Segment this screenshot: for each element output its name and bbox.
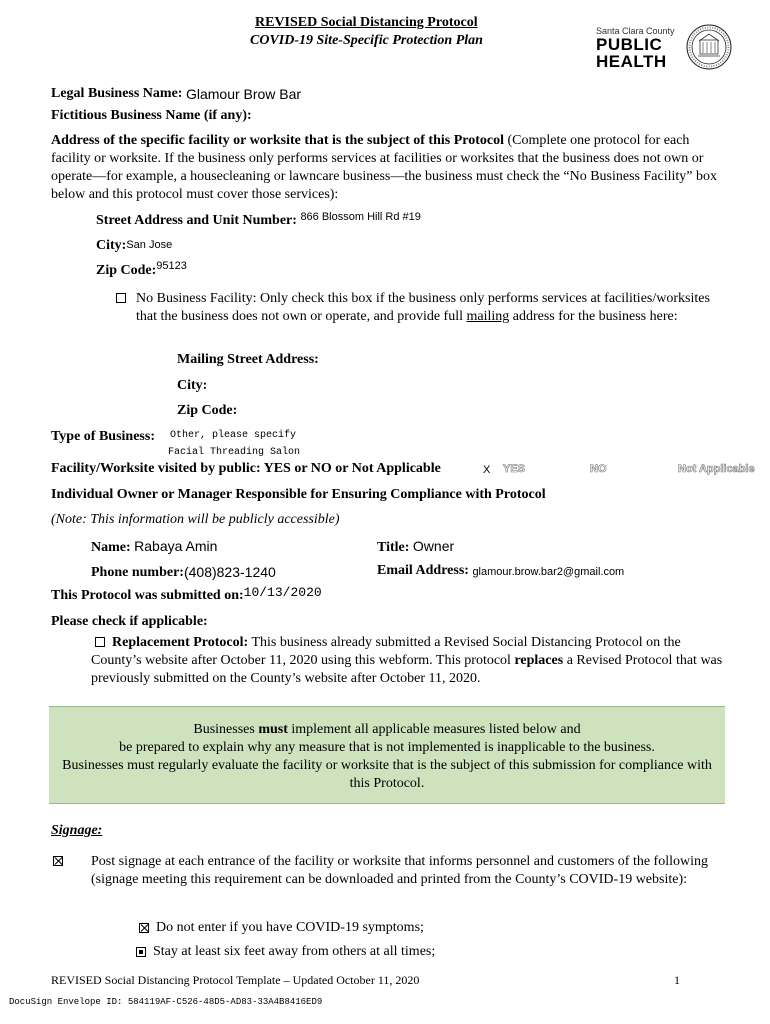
legal-business-name-row bbox=[51, 84, 301, 102]
no-business-facility-text bbox=[136, 290, 721, 326]
address-instructions bbox=[51, 132, 721, 204]
replacement-label: Replacement Protocol: bbox=[112, 635, 249, 650]
notice-line-2: be prepared to explain why any measure that is not implemented is inapplicable to the business. bbox=[119, 740, 655, 755]
owner-email-row bbox=[377, 563, 624, 579]
document-subtitle: COVID-19 Site-Specific Protection Plan bbox=[250, 33, 483, 48]
owner-phone-field[interactable]: (408)823-1240 bbox=[183, 564, 276, 580]
visited-not-applicable-option[interactable]: Not Applicable bbox=[678, 463, 755, 475]
check-applicable-label: Please check if applicable: bbox=[51, 614, 208, 629]
visited-yes-option[interactable]: YES bbox=[503, 463, 526, 475]
type-of-business-field[interactable]: Other, please specify bbox=[170, 430, 297, 441]
legal-business-name-field[interactable]: Glamour Brow Bar bbox=[185, 86, 302, 102]
signage-checkbox[interactable] bbox=[53, 856, 63, 866]
owner-heading: Individual Owner or Manager Responsible for Ensuring Compliance with Protocol bbox=[51, 487, 546, 502]
mailing-underlined: mailing bbox=[466, 309, 510, 324]
street-row bbox=[96, 213, 421, 229]
owner-note: (Note: This information will be publicly accessible) bbox=[51, 512, 340, 527]
type-of-business-specify-field[interactable]: Facial Threading Salon bbox=[168, 447, 301, 458]
notice-line-1 bbox=[49, 721, 725, 739]
replacement-replaces: replaces bbox=[514, 653, 564, 668]
owner-name-label: Name: bbox=[91, 540, 131, 555]
owner-name-row bbox=[91, 538, 217, 556]
zip-label: Zip Code: bbox=[96, 263, 157, 278]
footer-template-text: REVISED Social Distancing Protocol Template – Updated October 11, 2020 bbox=[51, 973, 420, 987]
logo-top-line: Santa Clara County bbox=[596, 26, 675, 36]
city-label: City: bbox=[96, 238, 127, 253]
notice-businesses: Businesses bbox=[193, 722, 255, 737]
notice-must: must bbox=[258, 722, 288, 737]
footer-page-number: 1 bbox=[674, 973, 680, 987]
notice-implement: implement all applicable measures listed below and bbox=[291, 722, 581, 737]
logo-public: PUBLIC bbox=[596, 35, 663, 54]
submission-date[interactable]: 10/13/2020 bbox=[243, 585, 322, 600]
owner-phone-label: Phone number: bbox=[91, 565, 184, 580]
no-symptoms-text: Do not enter if you have COVID-19 symptoms; bbox=[156, 920, 424, 935]
city-field[interactable]: San Jose bbox=[126, 239, 173, 251]
notice-line-3: Businesses must regularly evaluate the facility or worksite that is the subject of this submission for compliance with this Protocol. bbox=[62, 758, 712, 791]
submission-row bbox=[51, 585, 322, 604]
address-label: Address of the specific facility or worksite that is the subject of this Protocol bbox=[51, 133, 504, 148]
replacement-text-1: This business already submitted a Revised Social Distancing Protocol on the County’s website after October 11, 2020 using this webform. This protocol bbox=[91, 635, 681, 668]
notice-box bbox=[49, 706, 725, 804]
visited-by-public-label: Facility/Worksite visited by public: YES or NO or Not Applicable bbox=[51, 461, 441, 476]
replacement-protocol-text bbox=[91, 634, 723, 688]
docusign-envelope-id: DocuSign Envelope ID: 584119AF-C526-48D5-AD83-33A4B8416ED9 bbox=[9, 997, 323, 1007]
street-label: Street Address and Unit Number: bbox=[96, 213, 297, 228]
owner-title-label: Title: bbox=[377, 540, 410, 555]
zip-field[interactable]: 95123 bbox=[156, 260, 187, 272]
six-feet-checkbox[interactable] bbox=[136, 947, 146, 957]
no-business-facility-checkbox[interactable] bbox=[116, 293, 126, 303]
six-feet-text: Stay at least six feet away from others at all times; bbox=[153, 944, 436, 959]
signage-item-text: Post signage at each entrance of the facility or worksite that informs personnel and customers of the following (signage meeting this requirement can be downloaded and printed from the County’s COVID-19 website): bbox=[91, 854, 708, 887]
county-seal-icon bbox=[686, 24, 732, 70]
public-health-logo bbox=[596, 26, 675, 71]
mailing-zip-label: Zip Code: bbox=[177, 403, 238, 418]
owner-title-field[interactable]: Owner bbox=[412, 538, 455, 554]
visited-yes-mark[interactable]: X bbox=[483, 464, 491, 476]
signage-heading: Signage: bbox=[51, 823, 103, 838]
zip-row bbox=[96, 260, 187, 279]
owner-email-label: Email Address: bbox=[377, 563, 469, 578]
no-facility-end: address for the business here: bbox=[512, 309, 678, 324]
legal-business-name-label: Legal Business Name: bbox=[51, 86, 183, 101]
owner-title-row bbox=[377, 538, 454, 556]
fictitious-name-label: Fictitious Business Name (if any): bbox=[51, 108, 252, 123]
no-facility-text: No Business Facility: Only check this box if the business only performs services at facilities/worksites that the business does not own or operate, and provide full bbox=[136, 291, 710, 324]
visited-no-option[interactable]: NO bbox=[590, 463, 607, 475]
document-title: REVISED Social Distancing Protocol bbox=[255, 15, 478, 30]
address-note: (Complete one protocol for each facility or worksite. If the business only performs services at facilities or worksites that the business does not own or operate—for example, a housecleaning or lawncare business—the business must check the “No Business Facility” box below and this protocol must cover those services): bbox=[51, 133, 717, 202]
mailing-street-label: Mailing Street Address: bbox=[177, 352, 319, 367]
no-symptoms-checkbox[interactable] bbox=[139, 923, 149, 933]
submission-label: This Protocol was submitted on: bbox=[51, 588, 244, 603]
owner-email-field[interactable]: glamour.brow.bar2@gmail.com bbox=[472, 566, 625, 578]
replacement-text-2: a Revised Protocol that was previously submitted on the County’s website after October 11, 2020. bbox=[91, 653, 723, 686]
owner-phone-row bbox=[91, 563, 276, 581]
city-row bbox=[96, 238, 172, 254]
street-field[interactable]: 866 Blossom Hill Rd #19 bbox=[300, 211, 421, 223]
owner-name-field[interactable]: Rabaya Amin bbox=[134, 538, 218, 554]
type-of-business-label: Type of Business: bbox=[51, 429, 155, 444]
mailing-city-label: City: bbox=[177, 378, 208, 393]
logo-health: HEALTH bbox=[596, 52, 667, 71]
